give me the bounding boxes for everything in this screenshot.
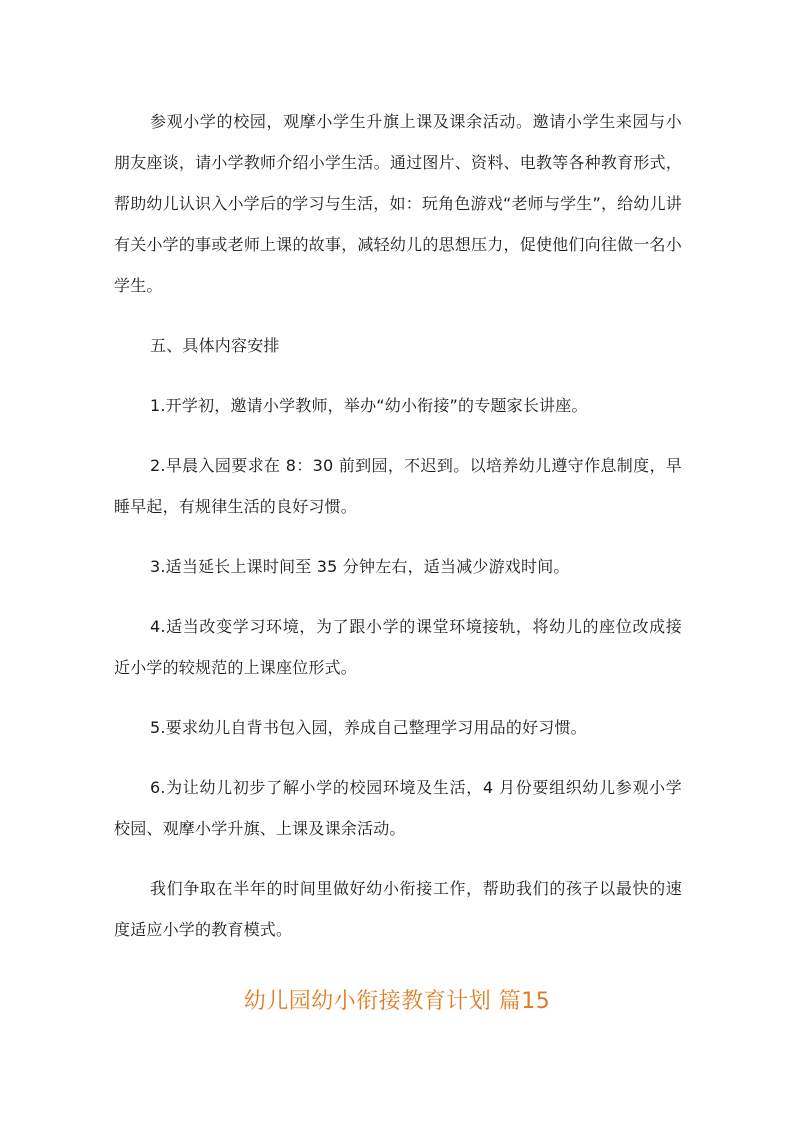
paragraph-visit-school: 参观小学的校园，观摩小学生升旗上课及课余活动。邀请小学生来园与小朋友座谈，请小学教师介绍小学生活。通过图片、资料、电教等各种教育形式，帮助幼儿认识入小学后的学习与生活，如：玩角色游戏“老师与学生”，给幼儿讲有关小学的事或老师上课的故事，减轻幼儿的思想压力，促使他们向往做一名小学生。: [114, 112, 682, 295]
list-item-5: 5.要求幼儿自背书包入园，养成自己整理学习用品的好习惯。: [150, 718, 587, 737]
list-item-4: 4.适当改变学习环境，为了跟小学的课堂环境接轨，将幼儿的座位改成接近小学的较规范的上课座位形式。: [114, 617, 682, 677]
list-item-6: 6.为让幼儿初步了解小学的校园环境及生活，4 月份要组织幼儿参观小学校园、观摩小学升旗、上课及课余活动。: [114, 778, 682, 838]
list-item-1: 1.开学初，邀请小学教师，举办“幼小衔接”的专题家长讲座。: [150, 396, 588, 415]
list-item-3: 3.适当延长上课时间至 35 分钟左右，适当减少游戏时间。: [150, 557, 570, 576]
document-body: [114, 101, 682, 950]
section-heading-arrangement: 五、具体内容安排: [150, 336, 280, 355]
closing-paragraph: 我们争取在半年的时间里做好幼小衔接工作，帮助我们的孩子以最快的速度适应小学的教育模式。: [114, 879, 682, 939]
next-section-title: 幼儿园幼小衔接教育计划 篇15: [243, 989, 551, 1014]
list-item-2: 2.早晨入园要求在 8：30 前到园，不迟到。以培养幼儿遵守作息制度，早睡早起，有规律生活的良好习惯。: [114, 456, 682, 516]
